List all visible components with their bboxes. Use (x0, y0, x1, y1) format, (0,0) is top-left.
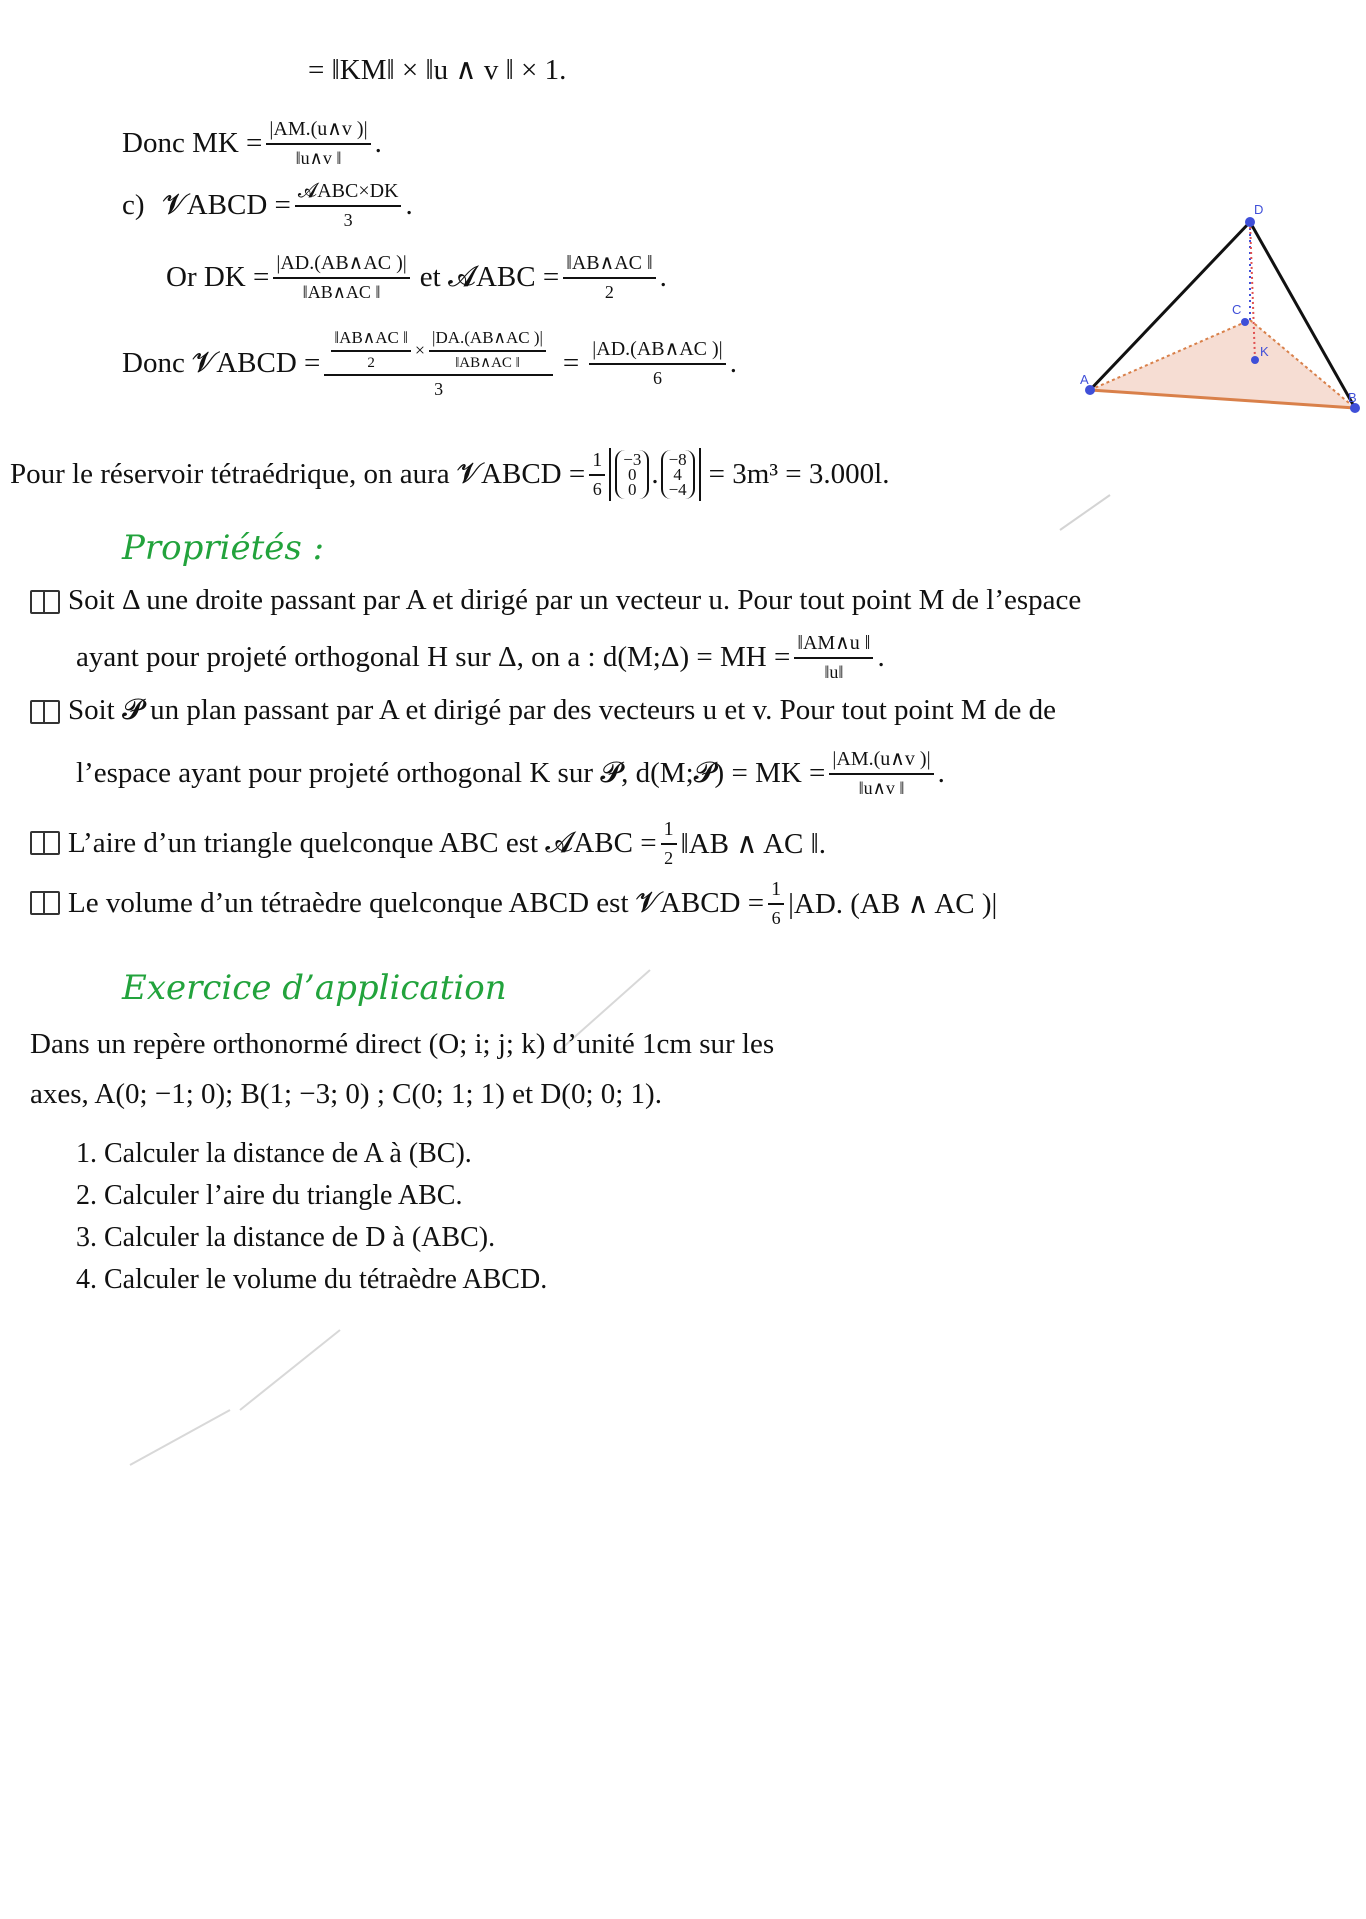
exercise-intro-line-1: Dans un repère orthonormé direct (O; i; j; k) d’unité 1cm sur les (30, 1028, 775, 1060)
or-dk-numerator: |AD.(AB∧AC )| (273, 252, 409, 279)
big-denominator: 3 (434, 378, 444, 399)
volume-denominator: 3 (343, 210, 353, 230)
big-num-times: × (414, 339, 426, 360)
label-c: C (1232, 302, 1242, 317)
point-k (1251, 356, 1259, 364)
artifact-line-4 (130, 1410, 230, 1465)
property-1-text-2: ayant pour projeté orthogonal H sur Δ, on a : d(M;Δ) = MH = (76, 640, 791, 673)
label-b: B (1348, 390, 1357, 405)
big-num-b-bottom: ‖AB∧AC ‖ (455, 354, 520, 371)
big-num-a-top: ‖AB∧AC ‖ (331, 328, 410, 352)
proof-line-km: = ‖KM‖ × ‖u ∧ v ‖ × 1. (308, 54, 567, 86)
donc-mk-fraction (266, 118, 370, 169)
artifact-line-3 (240, 1330, 340, 1410)
property-2-text-2: l’espace ayant pour projeté orthogonal K sur 𝓟, d(M;𝓟) = MK = (76, 756, 826, 789)
matrix-1-b: 0 (628, 465, 637, 484)
base-face (1090, 320, 1355, 408)
book-icon (30, 831, 60, 855)
matrix-1-c: 0 (628, 480, 637, 499)
property-3-text: L’aire d’un triangle quelconque ABC est 𝓐ABC = (68, 826, 657, 859)
property-3 (30, 818, 826, 869)
area-numerator: ‖AB∧AC ‖ (563, 252, 655, 279)
or-dk-fraction (273, 252, 409, 303)
volume-definition: c) 𝓥ABCD = $\frac{\text{𝓐ABC×DK}}{3}$ . (122, 180, 413, 230)
donc-mk-numerator: |AM.(u∧v )| (266, 118, 370, 145)
label-k: K (1260, 344, 1269, 359)
property-4-tail: |AD. (AB ∧ AC )| (788, 887, 998, 920)
exercise-list (76, 1138, 547, 1306)
exercise-item-1: 1. Calculer la distance de A à (BC). (76, 1138, 472, 1169)
result-denominator: 6 (652, 368, 662, 389)
property-4-fraction (768, 878, 784, 929)
property-3-frac-num: 1 (661, 818, 677, 845)
properties-heading: Propriétés : (122, 528, 325, 568)
property-2-line-2: l’espace ayant pour projeté orthogonal K sur 𝓟, d(M;𝓟) = MK = $\frac{|AM.(u\wedge v )|}{‖u\wedge v ‖}$ . (76, 748, 945, 798)
reservoir-abs: −3 0 0 . −8 4 −4 (609, 448, 700, 501)
property-4 (30, 878, 997, 929)
big-num-a (331, 328, 410, 372)
reservoir-frac-den: 6 (592, 479, 602, 500)
property-2-denominator: ‖u∧v ‖ (858, 778, 905, 798)
volume-lhs: 𝓥ABCD = (162, 188, 291, 221)
property-4-frac-num: 1 (768, 878, 784, 905)
matrix-2-a: −8 (668, 450, 687, 469)
reservoir-frac-num: 1 (589, 449, 605, 476)
or-dk-label: Or DK = (166, 260, 270, 293)
book-icon (30, 891, 60, 915)
big-num-b (429, 328, 546, 372)
exercise-item-4: 4. Calculer le volume du tétraèdre ABCD. (76, 1264, 548, 1295)
donc-mk-formula: Donc MK = $\frac{|AM.(u\wedge v )|}{‖u\wedge v ‖}$ . (122, 118, 382, 168)
exercise-item-3: 3. Calculer la distance de D à (ABC). (76, 1222, 496, 1253)
property-4-frac-den: 6 (771, 908, 781, 928)
matrix-1-a: −3 (623, 450, 642, 469)
property-3-fraction (661, 818, 677, 869)
area-denominator: 2 (604, 282, 614, 302)
book-icon (30, 590, 60, 614)
property-3-frac-den: 2 (664, 848, 674, 868)
result-numerator: |AD.(AB∧AC )| (589, 338, 725, 365)
matrix-2-c: −4 (668, 480, 687, 499)
tetrahedron-diagram (1040, 180, 1360, 420)
property-2-text-1: Soit 𝓟 un plan passant par A et dirigé par des vecteurs u et v. Pour tout point M de de (68, 694, 1056, 726)
property-1-denominator: ‖u‖ (824, 662, 844, 682)
exercise-heading: Exercice d’application (122, 968, 507, 1008)
property-2-line-1 (30, 694, 1056, 727)
or-dk-formula: Or DK = $\frac{|AD.(AB\wedge AC )|}{‖AB\wedge AC ‖}$ et 𝓐ABC = $\frac{‖AB\wedge AC ‖}{2}$ . (166, 252, 667, 302)
exercise-item-2: 2. Calculer l’aire du triangle ABC. (76, 1180, 463, 1211)
et-area-label: et 𝓐ABC = (419, 260, 560, 293)
big-num-b-top: |DA.(AB∧AC )| (429, 328, 546, 352)
volume-fraction (295, 180, 402, 231)
property-4-text: Le volume d’un tétraèdre quelconque ABCD est 𝓥ABCD = (68, 886, 765, 919)
property-1-fraction (794, 632, 873, 683)
point-c (1241, 318, 1249, 326)
volume-numerator: 𝓐ABC×DK (295, 180, 402, 207)
or-dk-denominator: ‖AB∧AC ‖ (302, 282, 381, 302)
donc-volume-formula: Donc 𝓥ABCD = $\frac{‖AB\wedge AC ‖}{2}$ × $\frac{|DA.(AB\wedge AC )|}{‖AB\wedge AC ‖}$ 3 = $\frac{|AD.(AB\wedge AC )|}{6}$ . (122, 328, 737, 399)
property-1-numerator: ‖AM∧u ‖ (794, 632, 873, 659)
big-num-a-bottom: 2 (367, 354, 375, 371)
property-3-tail: ‖AB ∧ AC ‖. (680, 827, 827, 860)
property-1-line-2: ayant pour projeté orthogonal H sur Δ, on a : d(M;Δ) = MH = $\frac{‖AM\wedge u ‖}{‖u‖}$ . (76, 632, 885, 682)
label-a: A (1080, 372, 1089, 387)
artifact-line-1 (1060, 495, 1110, 530)
point-d (1245, 217, 1255, 227)
result-fraction (589, 338, 725, 389)
exercise-intro-line-2: axes, A(0; −1; 0); B(1; −3; 0) ; C(0; 1; 1) et D(0; 0; 1). (30, 1078, 662, 1110)
reservoir-result: = 3m³ = 3.000l. (708, 458, 890, 490)
donc-volume-label: Donc 𝓥ABCD = (122, 347, 321, 380)
donc-mk-denominator: ‖u∧v ‖ (295, 148, 342, 168)
big-numerator (324, 328, 553, 376)
property-1-text-1: Soit Δ une droite passant par A et dirigé par un vecteur u. Pour tout point M de l’espace (68, 584, 1082, 616)
property-2-fraction (829, 748, 933, 799)
matrix-2-b: 4 (673, 465, 682, 484)
item-c-label: c) (122, 188, 145, 221)
donc-mk-label: Donc MK = (122, 126, 263, 159)
area-fraction (563, 252, 655, 303)
book-icon (30, 700, 60, 724)
property-2-numerator: |AM.(u∧v )| (829, 748, 933, 775)
property-1-line-1 (30, 584, 1081, 617)
label-d: D (1254, 202, 1264, 217)
reservoir-text: Pour le réservoir tétraédrique, on aura 𝓥ABCD = (10, 458, 586, 490)
big-fraction (324, 328, 553, 399)
